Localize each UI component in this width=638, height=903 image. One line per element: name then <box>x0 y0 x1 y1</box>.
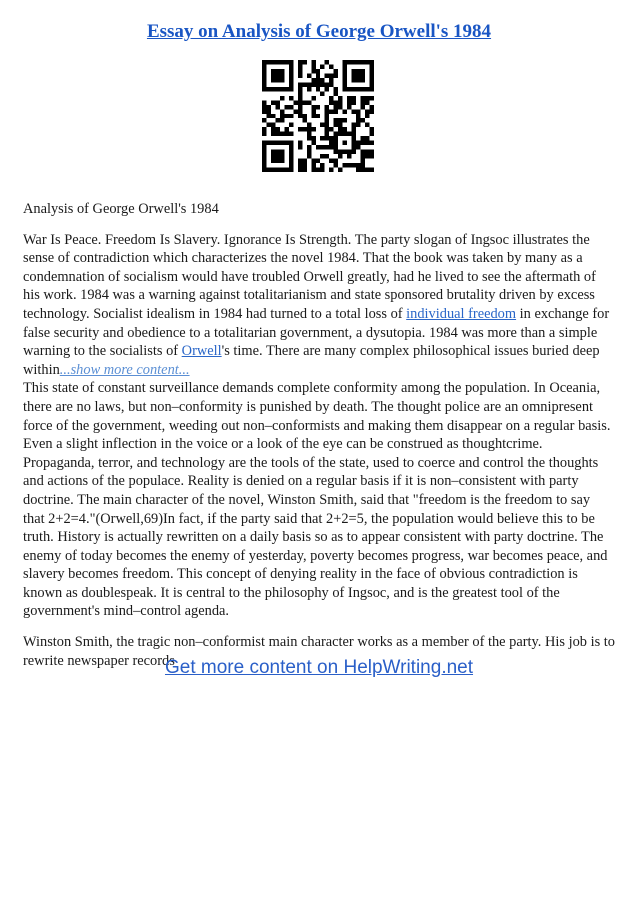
paragraph-1-text-a: War Is Peace. Freedom Is Slavery. Ignorance Is Strength. The party slogan of Ingsoc illustrates the sense of contradiction which characterizes the novel 1984. That the book was taken by many as a condemnation of socialism would have troubled Orwell greatly, had he lived to see the aftermath of his work. 1984 was a warning against totalitarianism and state sponsored brutality driven by excess technology. Socialist idealism in 1984 had turned to a total loss of <box>23 231 596 322</box>
orwell-link[interactable]: Orwell <box>181 343 222 360</box>
paragraph-3: Winston Smith, the tragic non–conformist main character works as a member of the party. His job is to rewrite newspaper records <box>23 634 615 669</box>
paragraph-1-text-c: 's time. There are many complex philosophical issues buried deep within <box>23 343 600 378</box>
get-more-content-link[interactable]: Get more content on HelpWriting.net <box>164 657 474 678</box>
paragraph-1-text-b: in exchange for false security and obedience to a totalitarian government, a dysutopia. 1984 was more than a simple warning to the socialists of <box>23 305 610 360</box>
paragraph-2: This state of constant surveillance demands complete conformity among the population. In Oceania, there are no laws, but non–conformity is punished by death. The thought police are an omnipresent force of the government, weeding out non–conformists and making them disappear on a regular basis. Even a slight inflection in the voice or a look of the eye can be construed as thoughtcrime. Propaganda, terror, and technology are the tools of the state, used to coerce and control the thoughts and actions of the populace. Reality is denied on a regular basis if it is non–consistent with party doctrine. The main character of the novel, Winston Smith, said that "freedom is the freedom to say that 2+2=4."(Orwell,69)In fact, if the party said that 2+2=5, the population would believe this to be truth. History is actually rewritten on a daily basis so as to appear consistent with party doctrine. The enemy of today becomes the enemy of yesterday, poverty becomes progress, war becomes peace, and slavery becomes freedom. This concept of denying reality in the face of obvious contradiction is known as doublespeak. It is central to the philosophy of Ingsoc, and is the greatest tool of the government's mind–control agenda. <box>23 380 611 620</box>
show-more-link[interactable]: ...show more content... <box>59 361 190 378</box>
subtitle: Analysis of George Orwell's 1984 <box>23 201 219 217</box>
document-body <box>23 200 615 670</box>
qr-code-icon <box>262 60 374 172</box>
paragraph-1 <box>23 231 615 380</box>
individual-freedom-link[interactable]: individual freedom <box>406 305 517 322</box>
document-title[interactable]: Essay on Analysis of George Orwell's 1984 <box>146 21 492 42</box>
